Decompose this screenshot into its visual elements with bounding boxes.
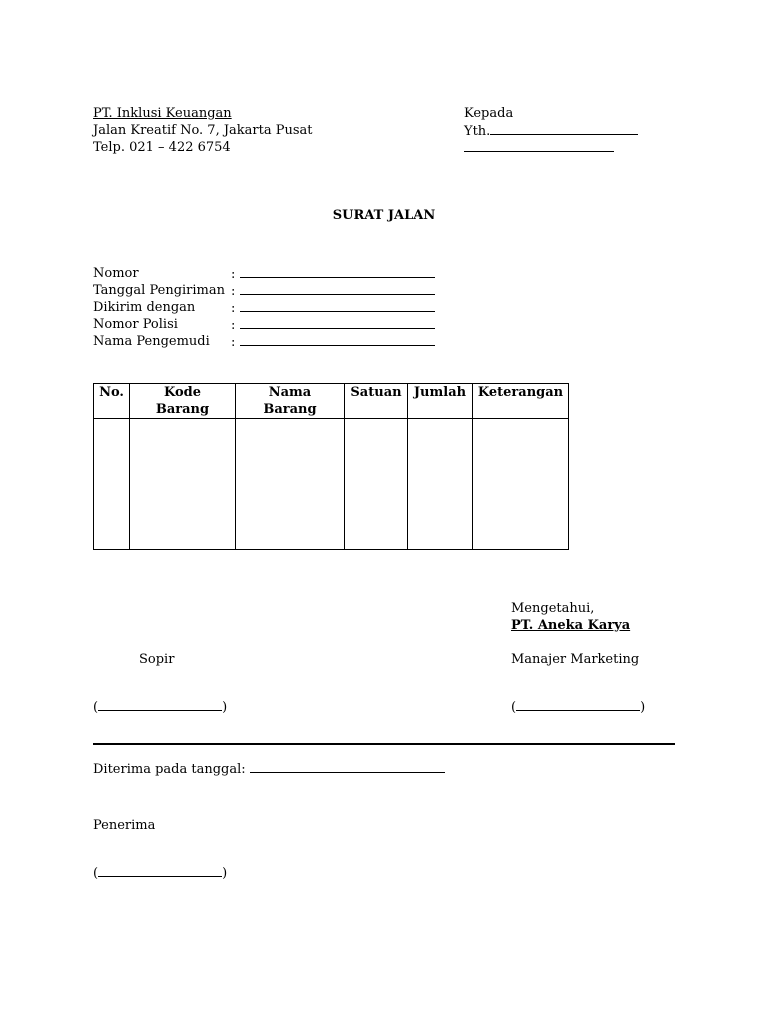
table-cell bbox=[94, 419, 130, 550]
open-paren: ( bbox=[93, 700, 99, 715]
field-label-nomor: Nomor bbox=[93, 266, 139, 281]
signature-blank bbox=[98, 864, 222, 877]
field-colon: : bbox=[231, 318, 236, 333]
header-text: Jumlah bbox=[413, 385, 467, 400]
header-text: No. bbox=[99, 385, 124, 400]
manager-signature-line bbox=[511, 698, 645, 716]
header-no bbox=[94, 384, 130, 419]
company2-name: PT. Aneka Karya bbox=[511, 618, 631, 633]
field-label-polisi: Nomor Polisi bbox=[93, 317, 178, 332]
field-colon: : bbox=[231, 267, 236, 282]
header-text: Barang bbox=[263, 402, 317, 417]
header-text: Barang bbox=[155, 402, 210, 417]
header-text: Keterangan bbox=[477, 385, 564, 400]
header-text: Kode bbox=[163, 385, 202, 400]
open-paren: ( bbox=[93, 866, 99, 881]
field-colon: : bbox=[231, 284, 236, 299]
header-text: Satuan bbox=[350, 385, 402, 400]
sender-phone: Telp. 021 – 422 6754 bbox=[93, 140, 231, 155]
driver-label: Sopir bbox=[139, 652, 175, 667]
signature-blank bbox=[98, 698, 222, 711]
field-label-dikirim: Dikirim dengan bbox=[93, 300, 196, 315]
receiver-signature-line bbox=[93, 864, 227, 882]
table-cell bbox=[236, 419, 345, 550]
field-label-pengemudi: Nama Pengemudi bbox=[93, 334, 210, 349]
field-line-tanggal bbox=[240, 282, 435, 295]
field-line-dikirim bbox=[240, 299, 435, 312]
recipient-yth-row bbox=[464, 122, 638, 140]
items-table bbox=[93, 383, 569, 550]
section-divider bbox=[93, 743, 675, 745]
table-cell bbox=[473, 419, 569, 550]
header-kode-barang bbox=[130, 384, 236, 419]
field-value-tanggal bbox=[231, 282, 435, 300]
header-text: Nama bbox=[268, 385, 312, 400]
header-keterangan bbox=[473, 384, 569, 419]
field-value-dikirim bbox=[231, 299, 435, 317]
manager-label: Manajer Marketing bbox=[511, 652, 640, 667]
table-header-row bbox=[94, 384, 569, 419]
recipient-label: Kepada bbox=[464, 106, 514, 121]
field-value-nomor bbox=[231, 265, 435, 283]
document-title: SURAT JALAN bbox=[332, 208, 436, 223]
table-cell bbox=[130, 419, 236, 550]
table-cell bbox=[408, 419, 473, 550]
recipient-line-2-row bbox=[464, 139, 614, 157]
close-paren: ) bbox=[222, 700, 228, 715]
field-label-tanggal: Tanggal Pengiriman bbox=[93, 283, 225, 298]
field-line-polisi bbox=[240, 316, 435, 329]
field-line-nomor bbox=[240, 265, 435, 278]
recipient-line-1 bbox=[490, 122, 638, 135]
header-nama-barang bbox=[236, 384, 345, 419]
sender-address: Jalan Kreatif No. 7, Jakarta Pusat bbox=[93, 123, 313, 138]
table-cell bbox=[345, 419, 408, 550]
field-colon: : bbox=[231, 301, 236, 316]
field-value-polisi bbox=[231, 316, 435, 334]
field-line-pengemudi bbox=[240, 333, 435, 346]
driver-signature-line bbox=[93, 698, 227, 716]
field-value-pengemudi bbox=[231, 333, 435, 351]
header-satuan bbox=[345, 384, 408, 419]
recipient-yth: Yth. bbox=[464, 124, 491, 139]
sender-company: PT. Inklusi Keuangan bbox=[93, 106, 232, 121]
close-paren: ) bbox=[640, 700, 646, 715]
close-paren: ) bbox=[222, 866, 228, 881]
header-jumlah bbox=[408, 384, 473, 419]
received-date-line bbox=[250, 760, 445, 773]
open-paren: ( bbox=[511, 700, 517, 715]
recipient-line-2 bbox=[464, 139, 614, 152]
received-label: Diterima pada tanggal: bbox=[93, 762, 246, 777]
field-colon: : bbox=[231, 335, 236, 350]
signature-blank bbox=[516, 698, 640, 711]
received-row bbox=[93, 760, 445, 778]
receiver-label: Penerima bbox=[93, 818, 156, 833]
acknowledge-label: Mengetahui, bbox=[511, 601, 595, 616]
table-row bbox=[94, 419, 569, 550]
